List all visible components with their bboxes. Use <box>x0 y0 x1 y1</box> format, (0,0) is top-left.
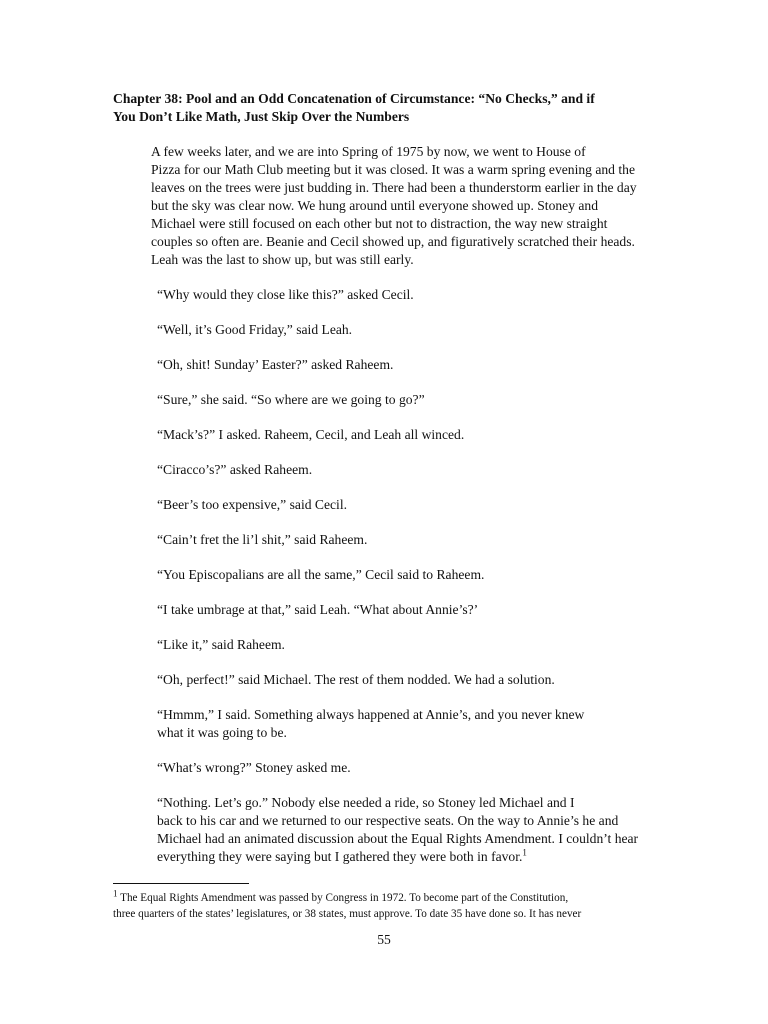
footnote-line <box>113 890 658 906</box>
line-text: back to his car and we returned to our respective seats. On the way to Annie’s he and <box>157 813 619 828</box>
paragraph <box>113 601 658 619</box>
paragraph <box>113 321 658 339</box>
page-number: 55 <box>377 932 391 947</box>
text-line <box>113 321 658 339</box>
text-line <box>113 706 658 724</box>
line-text: what it was going to be. <box>157 725 287 740</box>
line-text: leaves on the trees were just budding in. There had been a thunderstorm earlier in the day <box>151 180 637 195</box>
line-text: “Sure,” she said. “So where are we going to go?” <box>157 392 425 407</box>
text-line <box>113 724 658 742</box>
text-line <box>113 461 658 479</box>
line-text: “Beer’s too expensive,” said Cecil. <box>157 497 348 512</box>
paragraph <box>113 671 658 689</box>
line-text: “Like it,” said Raheem. <box>157 637 285 652</box>
paragraph <box>113 496 658 514</box>
text-line <box>113 356 658 374</box>
text-line <box>113 161 658 179</box>
paragraph <box>113 759 658 777</box>
text-line <box>113 759 658 777</box>
chapter-title <box>113 90 658 126</box>
paragraph <box>113 706 658 742</box>
line-text: “Mack’s?” I asked. Raheem, Cecil, and Leah all winced. <box>157 427 465 442</box>
line-text: “Ciracco’s?” asked Raheem. <box>157 462 313 477</box>
body-text <box>113 143 658 866</box>
line-text: “Oh, shit! Sunday’ Easter?” asked Raheem. <box>157 357 394 372</box>
chapter-title-line: Chapter 38: Pool and an Odd Concatenation of Circumstance: “No Checks,” and if <box>113 91 595 106</box>
footnote-marker: 1 <box>113 888 118 899</box>
line-text: everything they were saying but I gathered they were both in favor. <box>157 849 523 864</box>
footnote-line: three quarters of the states’ legislatures, or 38 states, must approve. To date 35 have done so. It has never <box>113 908 582 920</box>
line-text: “What’s wrong?” Stoney asked me. <box>157 760 351 775</box>
paragraph <box>113 794 658 866</box>
text-line <box>113 566 658 584</box>
paragraph <box>113 531 658 549</box>
line-text: “I take umbrage at that,” said Leah. “What about Annie’s?’ <box>157 602 479 617</box>
line-text: “Well, it’s Good Friday,” said Leah. <box>157 322 353 337</box>
paragraph <box>113 143 658 269</box>
footnote <box>113 890 658 922</box>
text-line <box>113 812 658 830</box>
paragraph <box>113 356 658 374</box>
text-line <box>113 531 658 549</box>
line-text: Michael were still focused on each other but not to distraction, the way new straight <box>151 216 608 231</box>
line-text: “Cain’t fret the li’l shit,” said Raheem. <box>157 532 368 547</box>
text-line <box>113 179 658 197</box>
line-text: “Nothing. Let’s go.” Nobody else needed a ride, so Stoney led Michael and I <box>157 795 575 810</box>
text-line <box>113 391 658 409</box>
text-line <box>113 671 658 689</box>
text-line <box>113 143 658 161</box>
text-line <box>113 233 658 251</box>
line-text: Leah was the last to show up, but was still early. <box>151 252 414 267</box>
text-line <box>113 794 658 812</box>
line-text: Michael had an animated discussion about the Equal Rights Amendment. I couldn’t hear <box>157 831 639 846</box>
line-text: Pizza for our Math Club meeting but it was closed. It was a warm spring evening and the <box>151 162 635 177</box>
text-line <box>113 636 658 654</box>
paragraph <box>113 286 658 304</box>
footnote-text: The Equal Rights Amendment was passed by Congress in 1972. To become part of the Constitution, <box>120 892 569 904</box>
text-line <box>113 601 658 619</box>
chapter-title-line: You Don’t Like Math, Just Skip Over the Numbers <box>113 109 410 124</box>
paragraph <box>113 636 658 654</box>
text-line <box>113 426 658 444</box>
footnote-divider <box>113 883 249 884</box>
line-text: couples so often are. Beanie and Cecil showed up, and figuratively scratched their heads. <box>151 234 635 249</box>
text-line <box>113 215 658 233</box>
line-text: but the sky was clear now. We hung around until everyone showed up. Stoney and <box>151 198 599 213</box>
line-text: “Why would they close like this?” asked Cecil. <box>157 287 414 302</box>
text-line <box>113 830 658 848</box>
text-line <box>113 286 658 304</box>
text-line <box>113 251 658 269</box>
paragraph <box>113 426 658 444</box>
page-body <box>113 90 658 922</box>
line-text: “You Episcopalians are all the same,” Cecil said to Raheem. <box>157 567 485 582</box>
text-line <box>113 848 658 866</box>
paragraph <box>113 461 658 479</box>
paragraph <box>113 566 658 584</box>
paragraph <box>113 391 658 409</box>
line-text: “Oh, perfect!” said Michael. The rest of them nodded. We had a solution. <box>157 672 555 687</box>
text-line <box>113 197 658 215</box>
line-text: A few weeks later, and we are into Spring of 1975 by now, we went to House of <box>151 144 586 159</box>
footnote-reference[interactable]: 1 <box>522 847 527 858</box>
text-line <box>113 496 658 514</box>
line-text: “Hmmm,” I said. Something always happened at Annie’s, and you never knew <box>157 707 585 722</box>
